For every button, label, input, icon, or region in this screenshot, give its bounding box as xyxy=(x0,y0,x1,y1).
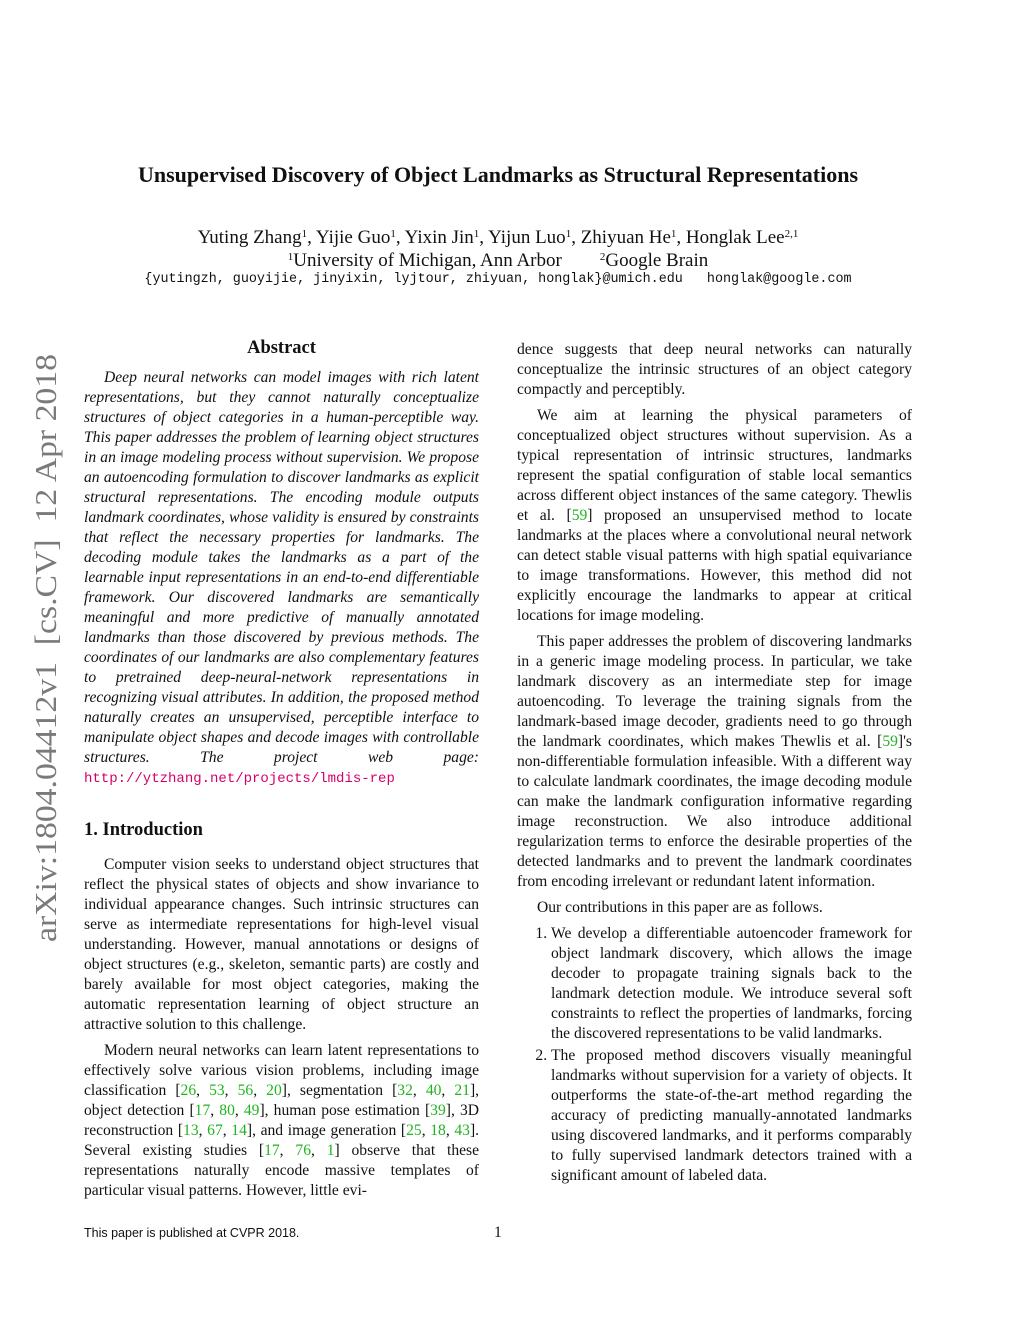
email-google[interactable]: honglak@google.com xyxy=(706,272,852,287)
citation-link[interactable]: 17 xyxy=(194,1102,211,1119)
arxiv-identifier: arXiv:1804.04412v1 [cs.CV] 12 Apr 2018 xyxy=(29,409,63,942)
author-block xyxy=(60,226,936,272)
author-affiliation: 1 xyxy=(390,228,396,240)
arxiv-stamp xyxy=(20,350,68,942)
left-column xyxy=(84,337,479,1207)
affiliation-number: 1 xyxy=(287,251,294,263)
intro-paragraph-3 xyxy=(517,406,912,626)
contributions-intro: Our contributions in this paper are as follows. xyxy=(537,899,823,916)
intro-paragraph-4 xyxy=(517,632,912,892)
citation-link[interactable]: 56 xyxy=(237,1082,254,1099)
author-name: Yuting Zhang xyxy=(197,227,302,248)
author-affiliation: 2,1 xyxy=(784,228,799,240)
right-column xyxy=(517,340,912,1188)
text-run: ]'s non-differentiable formulation infeasible. With a different way to calculate landmark coordinates, the image decoding module can make the landmark configuration informative regarding image reconstruction. We also introduce additional regularization terms to enforce the desirable properties of the detected landmarks and to prevent the landmark coordinates from encoding irrelevant or redundant latent information. xyxy=(517,733,912,890)
author-name: Yijun Luo xyxy=(488,227,566,248)
citation-link[interactable]: 26 xyxy=(180,1082,197,1099)
citation-link[interactable]: 53 xyxy=(209,1082,225,1099)
affiliation-name: University of Michigan, Ann Arbor xyxy=(293,250,562,271)
citation-link[interactable]: 59 xyxy=(882,733,898,750)
contribution-item: 2. The proposed method discovers visually meaningful landmarks without supervision for a variety of objects. It outperforms the state-of-the-art method regarding the accuracy of predicting manually-annotated landmarks using discovered landmarks, and it performs comparably to fully supervised landmark detectors trained with a significant amount of labeled data. xyxy=(551,1046,912,1186)
author-name: Yijie Guo xyxy=(315,227,391,248)
citation-link[interactable]: 25 xyxy=(406,1122,422,1139)
citation-link[interactable]: 39 xyxy=(430,1102,446,1119)
citation-link[interactable]: 13 xyxy=(183,1122,199,1139)
citation-link[interactable]: 18 xyxy=(430,1122,446,1139)
citation-link[interactable]: 49 xyxy=(243,1102,260,1119)
text-run: ], object detection [ xyxy=(84,1082,480,1119)
citation-link[interactable]: 1 xyxy=(326,1142,335,1159)
affiliation-list xyxy=(60,249,936,272)
intro-paragraph-1: Computer vision seeks to understand object structures that reflect the physical states of objects and show invariance to individual appearance changes. Such intrinsic structures can serve as intermediate representations for high-level visual understanding. However, manual annotations or designs of object structures (e.g., skeleton, semantic parts) are costly and barely available for most object categories, making the automatic representation learning of object structure an attractive solution to this challenge. xyxy=(84,856,479,1033)
text-run: ], human pose estimation [ xyxy=(259,1102,431,1119)
abstract-body: Deep neural networks can model images with rich latent representations, but they cannot naturally conceptualize structures of object categories in a human-perceptible way. This paper addresses the problem of learning object structures in an image modeling process without supervision. We propose an autoencoding formulation to discover landmarks as explicit structural representations. The encoding module outputs landmark coordinates, whose validity is ensured by constraints that reflect the necessary properties for landmarks. The decoding module takes the landmarks as a part of the learnable input representations in an end-to-end differentiable framework. Our discovered landmarks are semantically meaningful and more predictive of manually annotated landmarks than those discovered by previous methods. The coordinates of our landmarks are also complementary features to pretrained deep-neural-network representations in recognizing visual attributes. In addition, the proposed method naturally creates an unsupervised, perceptible interface to manipulate object shapes and decode images with controllable structures. The project web page: xyxy=(84,369,479,766)
contributions-list xyxy=(517,924,912,1186)
citation-link[interactable]: 67 xyxy=(207,1122,223,1139)
section-heading-introduction: 1. Introduction xyxy=(84,820,203,840)
author-list: Yuting Zhang$^1$, Yijie Guo$^1$, Yixin Jin$^1$, Yijun Luo$^1$, Zhiyuan He$^1$, Honglak Lee$^{2,1}$ xyxy=(197,227,799,248)
text-run: This paper addresses the problem of discovering landmarks in a generic image modeling process. In particular, we take landmark discovery as an intermediate step for image autoencoding. To leverage the training signals from the landmark-based image decoder, gradients need to go through the landmark coordinates, which makes Thewlis et al. [ xyxy=(517,633,912,750)
publication-note: This paper is published at CVPR 2018. xyxy=(84,1226,300,1240)
author-affiliation: 1 xyxy=(301,228,308,240)
text-run: We aim at learning the physical parameters of conceptualized object structures without supervision. As a typical representation of intrinsic structures, landmarks represent the spatial configuration of stable local semantics across different object instances of the same category. Thewlis et al. [ xyxy=(517,407,912,524)
citation-link[interactable]: 21 xyxy=(454,1082,470,1099)
text-run: ] proposed an unsupervised method to locate landmarks at the places where a convolutional neural network can detect stable visual patterns with high spatial equivariance to image transformations. However, this method did not explicitly encourage the landmarks to appear at critical locations for image modeling. xyxy=(517,507,912,624)
citation-link[interactable]: 80 xyxy=(219,1102,235,1119)
project-url-link[interactable]: http://ytzhang.net/projects/lmdis-rep xyxy=(84,771,395,787)
text-run: ], 3D reconstruction [ xyxy=(84,1102,480,1139)
abstract-text xyxy=(84,368,479,789)
email-umich[interactable]: {yutingzh, guoyijie, jinyixin, lyjtour, zhiyuan, honglak}@umich.edu xyxy=(144,272,683,287)
arxiv-stamp-svg xyxy=(20,350,68,942)
affiliation-number: 2 xyxy=(599,251,606,263)
author-affiliation: 1 xyxy=(670,228,677,240)
citation-link[interactable]: 76 xyxy=(295,1142,311,1159)
paper-title: Unsupervised Discovery of Object Landmarks as Structural Representations xyxy=(137,162,859,187)
author-affiliation: 1 xyxy=(473,228,480,240)
author-affiliation: 1 xyxy=(565,228,572,240)
citation-link[interactable]: 14 xyxy=(231,1122,247,1139)
text-run: Modern neural networks can learn latent representations to effectively solve various vision problems, including image classification [ xyxy=(84,1042,479,1099)
text-run: ], and image generation [ xyxy=(246,1122,407,1139)
author-name: Zhiyuan He xyxy=(580,227,671,248)
citation-link[interactable]: 20 xyxy=(266,1082,282,1099)
email-line xyxy=(60,272,936,287)
citation-link[interactable]: 32 xyxy=(397,1082,413,1099)
intro-paragraph-2: Modern neural networks can learn latent representations to effectively solve various vision problems, including image classification [26, 53, 56, 20], segmentation [32, 40, 21], object detection [17, 80, 49], human pose estimation [39], 3D reconstruction [13, 67, 14], and image generation [25, 18, 43]. Several existing studies [17, 76, 1] observe that these representations naturally encode massive templates of particular visual patterns. However, little evi- xyxy=(84,1042,480,1199)
text-run: ] observe that these representations naturally encode massive templates of particular visual patterns. However, little evi- xyxy=(84,1142,480,1199)
text-run: ], segmentation [ xyxy=(281,1082,398,1099)
author-name: Yixin Jin xyxy=(404,227,474,248)
intro-paragraph-continued: dence suggests that deep neural networks can naturally conceptualize the intrinsic structures of an object category compactly and perceptibly. xyxy=(517,341,912,398)
affiliation-name: Google Brain xyxy=(605,250,709,271)
citation-link[interactable]: 17 xyxy=(264,1142,280,1159)
citation-link[interactable]: 59 xyxy=(571,507,588,524)
abstract-heading: Abstract xyxy=(247,338,316,358)
author-name: Honglak Lee xyxy=(685,227,785,248)
citation-link[interactable]: 40 xyxy=(425,1082,442,1099)
citation-link[interactable]: 43 xyxy=(454,1122,470,1139)
text-run: ]. Several existing studies [ xyxy=(84,1122,480,1159)
page-number: 1 xyxy=(494,1224,502,1241)
contribution-item: 1. We develop a differentiable autoencoder framework for object landmark discovery, which allows the image decoder to propagate training signals back to the landmark detection module. We introduce several soft constraints to reflect the properties of landmarks, forcing the discovered representations to be valid landmarks. xyxy=(551,924,912,1044)
